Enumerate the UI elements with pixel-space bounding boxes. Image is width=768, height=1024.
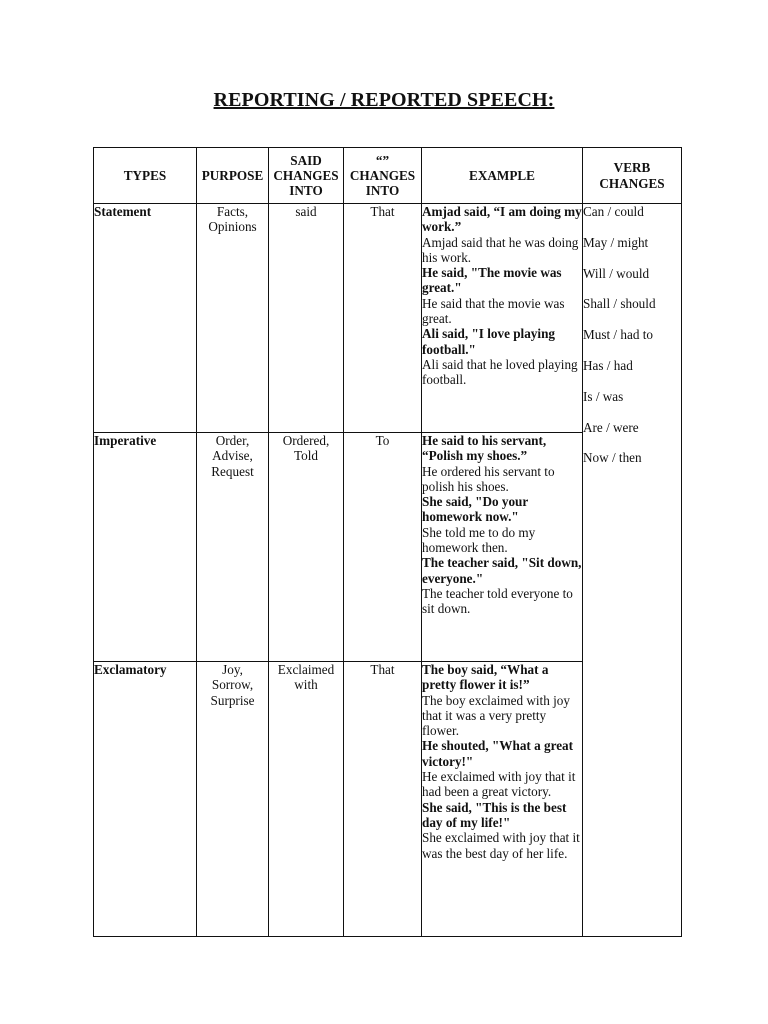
example-reported: He ordered his servant to polish his shoes.: [422, 463, 555, 494]
purpose-line: Surprise: [210, 692, 255, 708]
header-quotes-changes-into: [344, 148, 422, 204]
verb-changes-cell: [583, 204, 682, 937]
said-line: said: [295, 204, 317, 219]
header-verb-line: CHANGES: [599, 175, 665, 191]
example-direct: The boy said, “What a pretty flower it is!”: [422, 662, 549, 693]
page-title: REPORTING / REPORTED SPEECH:: [213, 89, 555, 111]
header-row: [94, 148, 682, 204]
header-verb-changes: [583, 148, 682, 204]
header-quotes-line: INTO: [365, 183, 400, 199]
example-cell: [422, 433, 583, 662]
purpose-line: Facts,: [216, 204, 249, 219]
purpose-line: Order,: [215, 433, 250, 448]
example-reported: Amjad said that he was doing his work.: [422, 234, 579, 265]
example-cell: [422, 662, 583, 937]
verb-change-item: Has / had: [583, 357, 633, 373]
said-cell: [269, 204, 344, 433]
said-cell: [269, 662, 344, 937]
header-types: TYPES: [94, 148, 197, 204]
example-reported: The boy exclaimed with joy that it was a very pretty flower.: [422, 692, 570, 739]
purpose-line: Advise,: [212, 448, 253, 464]
header-said-changes-into: [269, 148, 344, 204]
example-reported: Ali said that he loved playing football.: [422, 356, 578, 388]
example-reported: She told me to do my homework then.: [422, 524, 536, 556]
example-cell: [422, 204, 583, 433]
quotes-cell: That: [344, 204, 422, 433]
purpose-line: Request: [211, 463, 254, 479]
quotes-cell: That: [344, 662, 422, 937]
purpose-line: Opinions: [208, 219, 257, 235]
purpose-cell: [197, 204, 269, 433]
header-said-line: CHANGES: [273, 167, 339, 183]
header-quotes-line: “”: [375, 152, 390, 168]
verb-change-item: Will / would: [583, 265, 650, 281]
said-line: with: [294, 677, 318, 693]
header-said-line: INTO: [289, 183, 323, 199]
example-direct: He shouted, "What a great victory!": [422, 738, 574, 769]
header-purpose: PURPOSE: [197, 148, 269, 204]
purpose-line: Sorrow,: [211, 677, 254, 693]
example-direct: She said, "This is the best day of my life!": [422, 799, 567, 830]
example-direct: He said, "The movie was great.": [422, 265, 562, 296]
purpose-cell: [197, 662, 269, 937]
verb-change-item: Now / then: [583, 450, 642, 466]
example-direct: He said to his servant, “Polish my shoes.”: [422, 433, 547, 464]
purpose-cell: [197, 433, 269, 662]
purpose-line: Joy,: [222, 662, 243, 677]
example-reported: He exclaimed with joy that it had been a great victory.: [422, 769, 576, 800]
quotes-cell: To: [344, 433, 422, 662]
said-line: Ordered,: [282, 433, 330, 448]
reported-speech-table: [93, 147, 682, 937]
example-direct: She said, "Do your homework now.": [422, 494, 529, 525]
verb-change-item: May / might: [583, 234, 649, 250]
header-example: EXAMPLE: [422, 148, 583, 204]
example-direct: Ali said, "I love playing football.": [422, 326, 555, 357]
said-line: Exclaimed: [277, 662, 335, 677]
table-row-statement: [94, 204, 682, 433]
example-direct: The teacher said, "Sit down, everyone.": [422, 555, 582, 586]
header-said-line: SAID: [290, 152, 322, 168]
example-reported: The teacher told everyone to sit down.: [422, 585, 573, 617]
type-cell: Statement: [94, 204, 197, 433]
example-direct: Amjad said, “I am doing my work.”: [422, 204, 582, 235]
verb-change-item: Is / was: [583, 388, 624, 404]
verb-change-item: Can / could: [583, 204, 644, 219]
verb-change-item: Are / were: [583, 419, 639, 435]
type-cell: Exclamatory: [94, 662, 197, 937]
example-reported: She exclaimed with joy that it was the best day of her life.: [422, 830, 580, 861]
header-verb-line: VERB: [613, 160, 651, 176]
said-cell: [269, 433, 344, 662]
verb-change-item: Shall / should: [583, 296, 656, 312]
type-cell: Imperative: [94, 433, 197, 662]
verb-change-item: Must / had to: [583, 327, 653, 343]
example-reported: He said that the movie was great.: [422, 295, 565, 327]
said-line: Told: [294, 448, 318, 464]
header-quotes-line: CHANGES: [349, 167, 416, 183]
